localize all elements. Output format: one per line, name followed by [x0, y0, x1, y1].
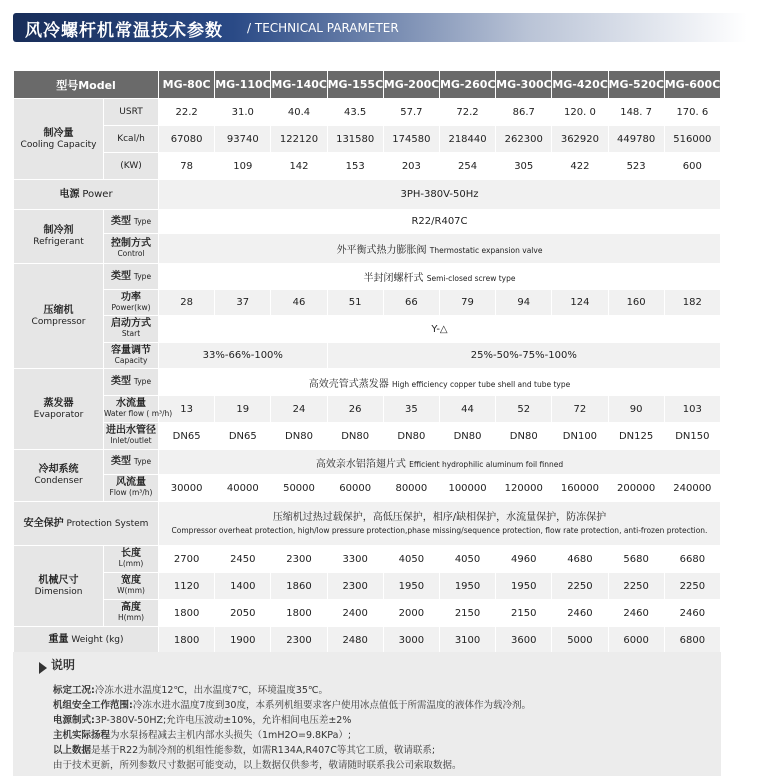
- cell-value: 174580: [383, 126, 439, 153]
- evaporator-pipe-row: [14, 423, 721, 450]
- cell-value: 240000: [664, 475, 720, 502]
- condenser-type-value: 高效亲水铝箔翅片式 Efficient hydrophilic aluminum foil finned: [159, 450, 721, 475]
- cell-value: 93740: [215, 126, 271, 153]
- notes-lines: [53, 683, 531, 773]
- cell-value: 2150: [439, 600, 495, 627]
- cell-value: 109: [215, 153, 271, 180]
- cell-value: 26: [327, 396, 383, 423]
- cell-value: 449780: [608, 126, 664, 153]
- cell-value: 5680: [608, 546, 664, 573]
- cell-value: 2150: [496, 600, 552, 627]
- sub-label: 高度 H(mm): [104, 600, 159, 627]
- cell-value: DN65: [159, 423, 215, 450]
- spec-table: [13, 70, 721, 654]
- cell-value: 305: [496, 153, 552, 180]
- note-line: 电源制式:3P-380V-50HZ;允许电压波动±10%，允许相间电压差±2%: [53, 715, 352, 726]
- cell-value: 2300: [327, 573, 383, 600]
- cell-value: 31.0: [215, 99, 271, 126]
- cell-value: 2460: [664, 600, 720, 627]
- cell-value: 2700: [159, 546, 215, 573]
- cooling-kcal-row: [14, 126, 721, 153]
- model-label: 型号Model: [14, 71, 159, 99]
- cell-value: DN65: [215, 423, 271, 450]
- cell-value: 67080: [159, 126, 215, 153]
- cell-value: 160: [608, 290, 664, 316]
- cell-value: 46: [271, 290, 327, 316]
- cell-value: 1860: [271, 573, 327, 600]
- cell-value: 2250: [664, 573, 720, 600]
- cell-value: 523: [608, 153, 664, 180]
- cell-value: 148. 7: [608, 99, 664, 126]
- weight-label: 重量 Weight (kg): [14, 627, 159, 654]
- cell-value: 4960: [496, 546, 552, 573]
- sub-label: 类型 Type: [104, 369, 159, 396]
- evaporator-flow-row: [14, 396, 721, 423]
- cell-value: 600: [664, 153, 720, 180]
- refrigerant-label: 制冷剂 Refrigerant: [14, 210, 104, 264]
- cell-value: 200000: [608, 475, 664, 502]
- cooling-label: 制冷量 Cooling Capacity: [14, 99, 104, 180]
- unit-label: Kcal/h: [104, 126, 159, 153]
- sub-label: 启动方式 Start: [104, 316, 159, 343]
- cell-value: 218440: [439, 126, 495, 153]
- cell-value: 19: [215, 396, 271, 423]
- cell-value: 362920: [552, 126, 608, 153]
- sub-label: 类型 Type: [104, 210, 159, 234]
- cell-value: 2480: [327, 627, 383, 654]
- evaporator-label: 蒸发器 Evaporator: [14, 369, 104, 450]
- cell-value: 254: [439, 153, 495, 180]
- cooling-kw-row: [14, 153, 721, 180]
- cell-value: 142: [271, 153, 327, 180]
- cell-value: 2460: [552, 600, 608, 627]
- compressor-type-row: [14, 264, 721, 290]
- cell-value: 1950: [383, 573, 439, 600]
- cell-value: 30000: [159, 475, 215, 502]
- model-name: MG-420C: [552, 71, 608, 99]
- cell-value: 1800: [159, 627, 215, 654]
- model-name: MG-520C: [608, 71, 664, 99]
- safety-label: 安全保护 Protection System: [14, 502, 159, 546]
- cell-value: 1900: [215, 627, 271, 654]
- compressor-label: 压缩机 Compressor: [14, 264, 104, 369]
- note-line: 标定工况:冷冻水进水温度12℃，出水温度7℃，环境温度35℃。: [53, 685, 329, 696]
- cell-value: 52: [496, 396, 552, 423]
- cell-value: DN125: [608, 423, 664, 450]
- cell-value: 79: [439, 290, 495, 316]
- cell-value: 72.2: [439, 99, 495, 126]
- cell-value: 182: [664, 290, 720, 316]
- cell-value: 5000: [552, 627, 608, 654]
- safety-value: 压缩机过热过载保护，高低压保护，相序/缺相保护，水流量保护，防冻保护 Compressor overheat protection, high/low pressure protection,phase missing/sequence protection, flow rate protection, anti-frozen protection.: [159, 502, 721, 546]
- cell-value: 103: [664, 396, 720, 423]
- cell-value: 40.4: [271, 99, 327, 126]
- cell-value: 6800: [664, 627, 720, 654]
- sub-label: 容量调节 Capacity: [104, 343, 159, 369]
- refrigerant-control-value: 外平衡式热力膨胀阀 Thermostatic expansion valve: [159, 234, 721, 264]
- capacity-value-a: 33%-66%-100%: [159, 343, 328, 369]
- cell-value: 90: [608, 396, 664, 423]
- cell-value: 1950: [439, 573, 495, 600]
- condenser-type-row: [14, 450, 721, 475]
- cell-value: 2000: [383, 600, 439, 627]
- compressor-start-row: [14, 316, 721, 343]
- condenser-flow-row: [14, 475, 721, 502]
- cell-value: 3600: [496, 627, 552, 654]
- weight-row: [14, 627, 721, 654]
- safety-row: [14, 502, 721, 546]
- model-name: MG-80C: [159, 71, 215, 99]
- dimension-height-row: [14, 600, 721, 627]
- triangle-right-icon: [39, 662, 47, 674]
- cell-value: 1950: [496, 573, 552, 600]
- cell-value: 6680: [664, 546, 720, 573]
- sub-label: 进出水管径 Inlet/outlet: [104, 423, 159, 450]
- cell-value: 35: [383, 396, 439, 423]
- cell-value: 22.2: [159, 99, 215, 126]
- model-name: MG-300C: [496, 71, 552, 99]
- cell-value: 57.7: [383, 99, 439, 126]
- cell-value: 2400: [327, 600, 383, 627]
- cell-value: 60000: [327, 475, 383, 502]
- cell-value: DN150: [664, 423, 720, 450]
- cell-value: 124: [552, 290, 608, 316]
- dimension-width-row: [14, 573, 721, 600]
- model-name: MG-140C: [271, 71, 327, 99]
- model-name: MG-200C: [383, 71, 439, 99]
- capacity-value-b: 25%-50%-75%-100%: [327, 343, 720, 369]
- cell-value: 2450: [215, 546, 271, 573]
- cell-value: DN80: [439, 423, 495, 450]
- cell-value: 170. 6: [664, 99, 720, 126]
- cell-value: 153: [327, 153, 383, 180]
- cell-value: 2300: [271, 627, 327, 654]
- evaporator-type-value: 高效壳管式蒸发器 High efficiency copper tube shell and tube type: [159, 369, 721, 396]
- cell-value: 28: [159, 290, 215, 316]
- compressor-power-row: [14, 290, 721, 316]
- cell-value: 66: [383, 290, 439, 316]
- sub-label: 控制方式 Control: [104, 234, 159, 264]
- cell-value: 516000: [664, 126, 720, 153]
- cell-value: 37: [215, 290, 271, 316]
- cell-value: DN80: [327, 423, 383, 450]
- cell-value: 44: [439, 396, 495, 423]
- cell-value: 1120: [159, 573, 215, 600]
- compressor-start-value: Y-△: [159, 316, 721, 343]
- model-name: MG-155C: [327, 71, 383, 99]
- cell-value: 3100: [439, 627, 495, 654]
- power-row: [14, 180, 721, 210]
- unit-label: (KW): [104, 153, 159, 180]
- notes-title: 说明: [51, 658, 76, 672]
- cell-value: DN80: [496, 423, 552, 450]
- note-line: 机组安全工作范围:冷冻水进水温度7度到30度，本系列机组要求客户使用冰点值低于所需温度的液体作为载冷剂。: [53, 700, 531, 711]
- model-header-row: [14, 71, 721, 99]
- cell-value: 78: [159, 153, 215, 180]
- dimension-label: 机械尺寸 Dimension: [14, 546, 104, 627]
- cell-value: DN100: [552, 423, 608, 450]
- cell-value: 203: [383, 153, 439, 180]
- evaporator-type-row: [14, 369, 721, 396]
- sub-label: 类型 Type: [104, 450, 159, 475]
- cell-value: 1800: [159, 600, 215, 627]
- cell-value: 2460: [608, 600, 664, 627]
- condenser-label: 冷却系统 Condenser: [14, 450, 104, 502]
- cell-value: 4050: [383, 546, 439, 573]
- compressor-capacity-row: [14, 343, 721, 369]
- cell-value: 43.5: [327, 99, 383, 126]
- cell-value: 3300: [327, 546, 383, 573]
- cell-value: 80000: [383, 475, 439, 502]
- compressor-type-value: 半封闭螺杆式 Semi-closed screw type: [159, 264, 721, 290]
- note-line: 由于技术更新，所列参数尺寸数据可能变动，以上数据仅供参考，敬请随时联系我公司索取数据。: [53, 760, 462, 771]
- model-name: MG-600C: [664, 71, 720, 99]
- cell-value: 2300: [271, 546, 327, 573]
- sub-label: 风流量 Flow (m³/h): [104, 475, 159, 502]
- cell-value: DN80: [383, 423, 439, 450]
- cell-value: DN80: [271, 423, 327, 450]
- refrigerant-control-row: [14, 234, 721, 264]
- cell-value: 86.7: [496, 99, 552, 126]
- cell-value: 2250: [608, 573, 664, 600]
- cell-value: 4050: [439, 546, 495, 573]
- cell-value: 50000: [271, 475, 327, 502]
- cell-value: 4680: [552, 546, 608, 573]
- cell-value: 13: [159, 396, 215, 423]
- cell-value: 6000: [608, 627, 664, 654]
- cell-value: 120000: [496, 475, 552, 502]
- title-banner: [13, 13, 747, 42]
- page-subtitle: / TECHNICAL PARAMETER: [247, 21, 399, 35]
- power-value: 3PH-380V-50Hz: [159, 180, 721, 210]
- cell-value: 2050: [215, 600, 271, 627]
- cooling-usrt-row: [14, 99, 721, 126]
- model-name: MG-110C: [215, 71, 271, 99]
- refrigerant-type-row: [14, 210, 721, 234]
- cell-value: 72: [552, 396, 608, 423]
- unit-label: USRT: [104, 99, 159, 126]
- sub-label: 功率 Power(kw): [104, 290, 159, 316]
- cell-value: 160000: [552, 475, 608, 502]
- cell-value: 3000: [383, 627, 439, 654]
- cell-value: 100000: [439, 475, 495, 502]
- page-title: 风冷螺杆机常温技术参数: [25, 21, 223, 41]
- notes-panel: [13, 652, 721, 776]
- cell-value: 120. 0: [552, 99, 608, 126]
- cell-value: 94: [496, 290, 552, 316]
- cell-value: 24: [271, 396, 327, 423]
- dimension-length-row: [14, 546, 721, 573]
- sub-label: 宽度 W(mm): [104, 573, 159, 600]
- sub-label: 水流量 Water flow ( m³/h): [104, 396, 159, 423]
- cell-value: 1400: [215, 573, 271, 600]
- sub-label: 类型 Type: [104, 264, 159, 290]
- cell-value: 51: [327, 290, 383, 316]
- note-line: 主机实际扬程为水泵扬程减去主机内部水头损失（1mH2O=9.8KPa）;: [53, 730, 352, 741]
- refrigerant-type-value: R22/R407C: [159, 210, 721, 234]
- cell-value: 1800: [271, 600, 327, 627]
- cell-value: 262300: [496, 126, 552, 153]
- power-label: 电源 Power: [14, 180, 159, 210]
- cell-value: 122120: [271, 126, 327, 153]
- sub-label: 长度 L(mm): [104, 546, 159, 573]
- model-name: MG-260C: [439, 71, 495, 99]
- cell-value: 131580: [327, 126, 383, 153]
- cell-value: 2250: [552, 573, 608, 600]
- cell-value: 40000: [215, 475, 271, 502]
- cell-value: 422: [552, 153, 608, 180]
- note-line: 以上数据是基于R22为制冷剂的机组性能参数，如需R134A,R407C等其它工质，敬请联系;: [53, 745, 436, 756]
